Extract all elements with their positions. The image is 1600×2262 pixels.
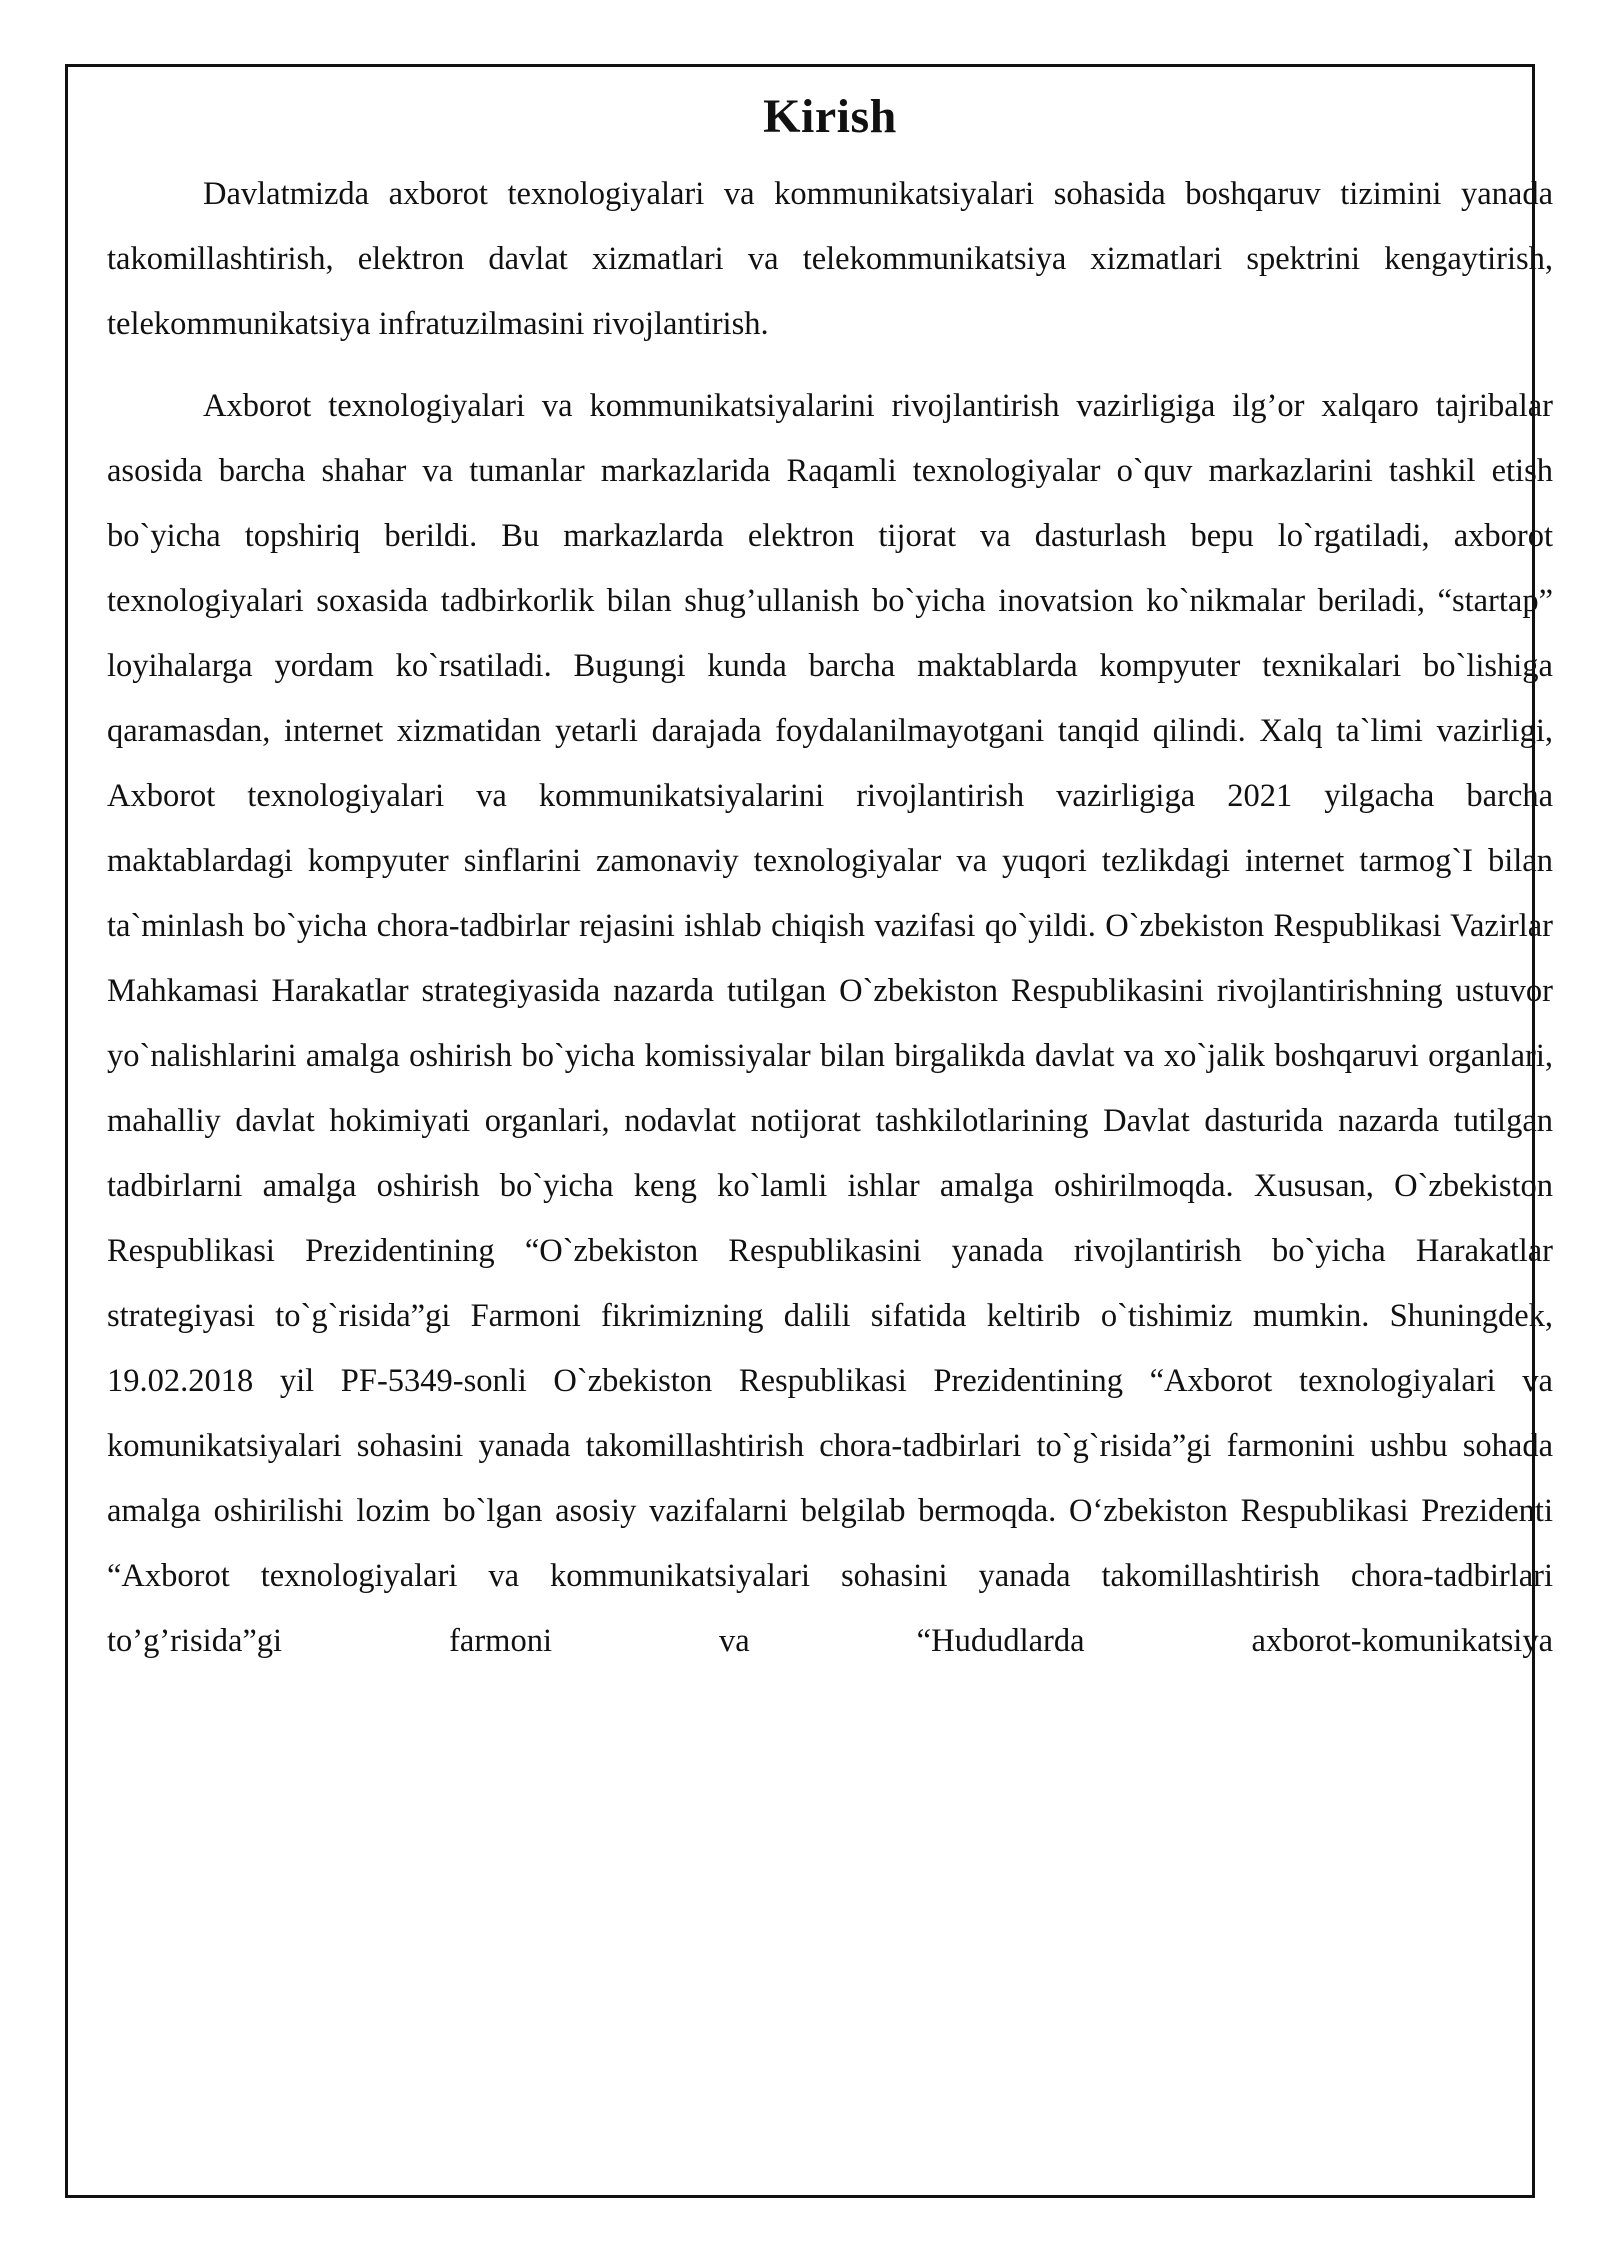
document-body bbox=[107, 88, 1553, 1674]
paragraph-intro: Davlatmizda axborot texnologiyalari va kommunikatsiyalari sohasida boshqaruv tizimini yanada takomillashtirish, elektron davlat xizmatlari va telekommunikatsiya xizmatlari spektrini kengaytirish, telekommunikatsiya infratuzilmasini rivojlantirish. bbox=[107, 175, 1553, 342]
paragraph-main: Axborot texnologiyalari va kommunikatsiyalarini rivojlantirish vazirligiga ilg’or xalqaro tajribalar asosida barcha shahar va tumanlar markazlarida Raqamli texnologiyalar o`quv markazlarini tashkil etish bo`yicha topshiriq berildi. Bu markazlarda elektron tijorat va dasturlash bepu lo`rgatiladi, axborot texnologiyalari soxasida tadbirkorlik bilan shug’ullanish bo`yicha inovatsion ko`nikmalar beriladi, “startap” loyihalarga yordam ko`rsatiladi. Bugungi kunda barcha maktablarda kompyuter texnikalari bo`lishiga qaramasdan, internet xizmatidan yetarli darajada foydalanilmayotgani tanqid qilindi. Xalq ta`limi vazirligi, Axborot texnologiyalari va kommunikatsiyalarini rivojlantirish vazirligiga 2021 yilgacha barcha maktablardagi kompyuter sinflarini zamonaviy texnologiyalar va yuqori tezlikdagi internet tarmog`I bilan ta`minlash bo`yicha chora-tadbirlar rejasini ishlab chiqish vazifasi qo`yildi. O`zbekiston Respublikasi Vazirlar Mahkamasi Harakatlar strategiyasida nazarda tutilgan O`zbekiston Respublikasini rivojlantirishning ustuvor yo`nalishlarini amalga oshirish bo`yicha komissiyalar bilan birgalikda davlat va xo`jalik boshqaruvi organlari, mahalliy davlat hokimiyati organlari, nodavlat notijorat tashkilotlarining Davlat dasturida nazarda tutilgan tadbirlarni amalga oshirish bo`yicha keng ko`lamli ishlar amalga oshirilmoqda. Xususan, O`zbekiston Respublikasi Prezidentining “O`zbekiston Respublikasini yanada rivojlantirish bo`yicha Harakatlar strategiyasi to`g`risida”gi Farmoni fikrimizning dalili sifatida keltirib o`tishimiz mumkin. Shuningdek, 19.02.2018 yil PF-5349-sonli O`zbekiston Respublikasi Prezidentining “Axborot texnologiyalari va komunikatsiyalari sohasini yanada takomillashtirish chora-tadbirlari to`g`risida”gi farmonini ushbu sohada amalga oshirilishi lozim bo`lgan asosiy vazifalarni belgilab bermoqda. O‘zbekiston Respublikasi Prezidenti “Axborot texnologiyalari va kommunikatsiyalari sohasini yanada takomillashtirish chora-tadbirlari to’g’risida”gi farmoni va “Hududlarda axborot-komunikatsiya bbox=[107, 387, 1553, 1659]
page-title: Kirish bbox=[763, 90, 897, 143]
